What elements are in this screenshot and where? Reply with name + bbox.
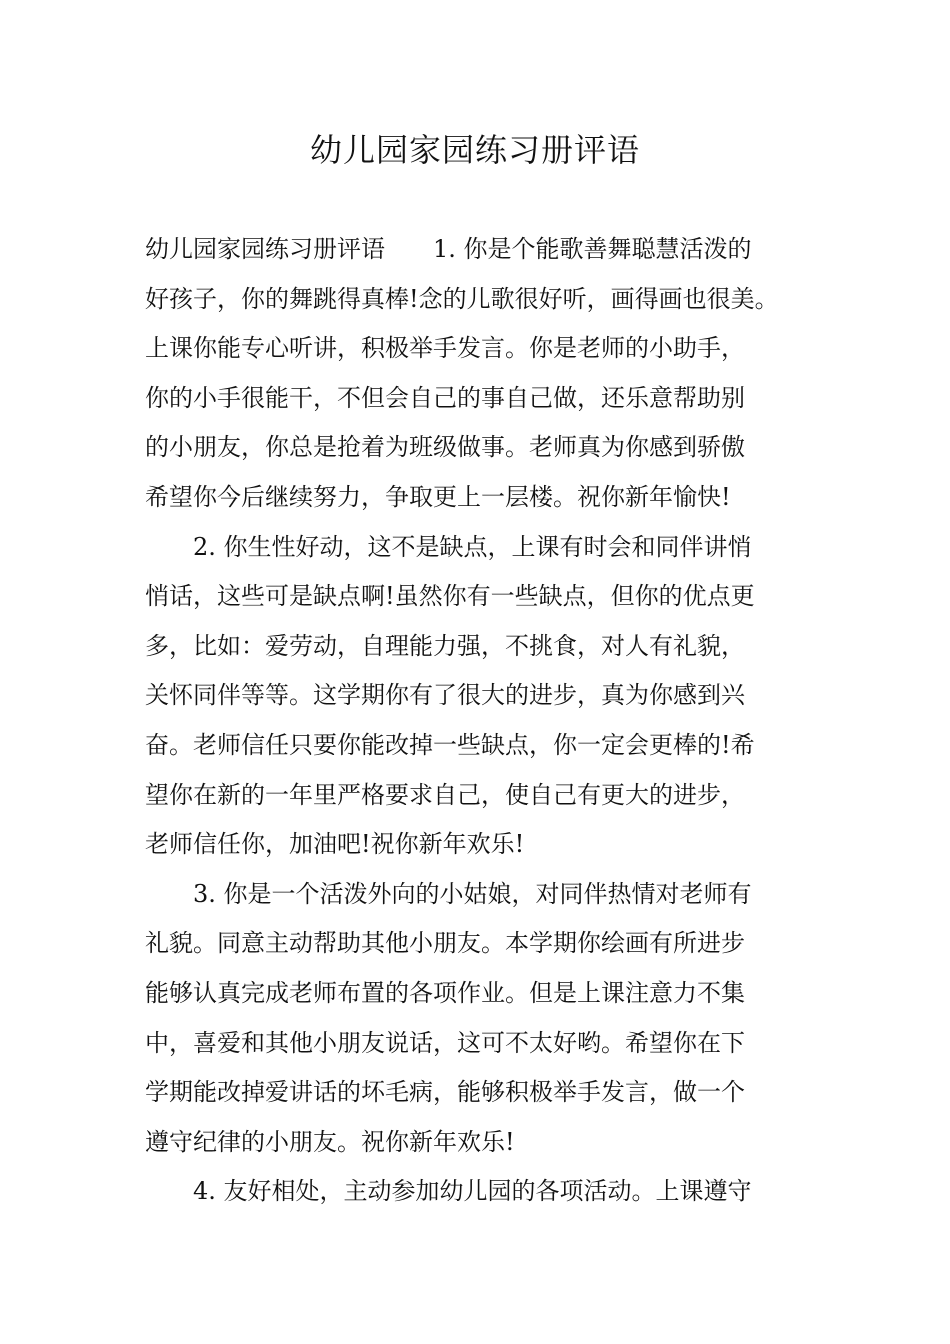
text-line: 老师信任你，加油吧!祝你新年欢乐! bbox=[145, 830, 525, 859]
text-line: 你的小手很能干，不但会自己的事自己做，还乐意帮助别 bbox=[145, 383, 745, 412]
text-line: 中，喜爱和其他小朋友说话，这可不太好哟。希望你在下 bbox=[145, 1028, 745, 1057]
text-line: 关怀同伴等等。这学期你有了很大的进步，真为你感到兴 bbox=[145, 681, 745, 710]
text-line: 幼儿园家园练习册评语 1. 你是个能歌善舞聪慧活泼的 bbox=[145, 235, 752, 263]
text-line: 的小朋友，你总是抢着为班级做事。老师真为你感到骄傲 bbox=[145, 433, 745, 462]
text-line: 奋。老师信任只要你能改掉一些缺点，你一定会更棒的!希 bbox=[145, 730, 755, 759]
text-line: 4. 友好相处，主动参加幼儿园的各项活动。上课遵守 bbox=[145, 1177, 752, 1206]
text-line: 好孩子，你的舞跳得真棒!念的儿歌很好听，画得画也很美。 bbox=[145, 284, 779, 313]
text-line: 希望你今后继续努力，争取更上一层楼。祝你新年愉快! bbox=[145, 482, 731, 511]
text-line: 2. 你生性好动，这不是缺点，上课有时会和同伴讲悄 bbox=[145, 532, 752, 561]
text-line: 能够认真完成老师布置的各项作业。但是上课注意力不集 bbox=[145, 978, 745, 1007]
text-line: 悄话，这些可是缺点啊!虽然你有一些缺点，但你的优点更 bbox=[145, 582, 755, 611]
document-title: 幼儿园家园练习册评语 bbox=[309, 131, 640, 169]
text-line: 3. 你是一个活泼外向的小姑娘，对同伴热情对老师有 bbox=[145, 879, 752, 908]
text-line: 上课你能专心听讲，积极举手发言。你是老师的小助手， bbox=[145, 334, 745, 363]
document-body bbox=[145, 225, 835, 1217]
text-line: 学期能改掉爱讲话的坏毛病，能够积极举手发言，做一个 bbox=[145, 1078, 745, 1107]
text-line: 望你在新的一年里严格要求自己，使自己有更大的进步， bbox=[145, 780, 745, 809]
text-line: 遵守纪律的小朋友。祝你新年欢乐! bbox=[145, 1127, 515, 1156]
text-line: 多，比如：爱劳动，自理能力强，不挑食，对人有礼貌， bbox=[145, 631, 745, 660]
text-line: 礼貌。同意主动帮助其他小朋友。本学期你绘画有所进步 bbox=[145, 929, 745, 958]
